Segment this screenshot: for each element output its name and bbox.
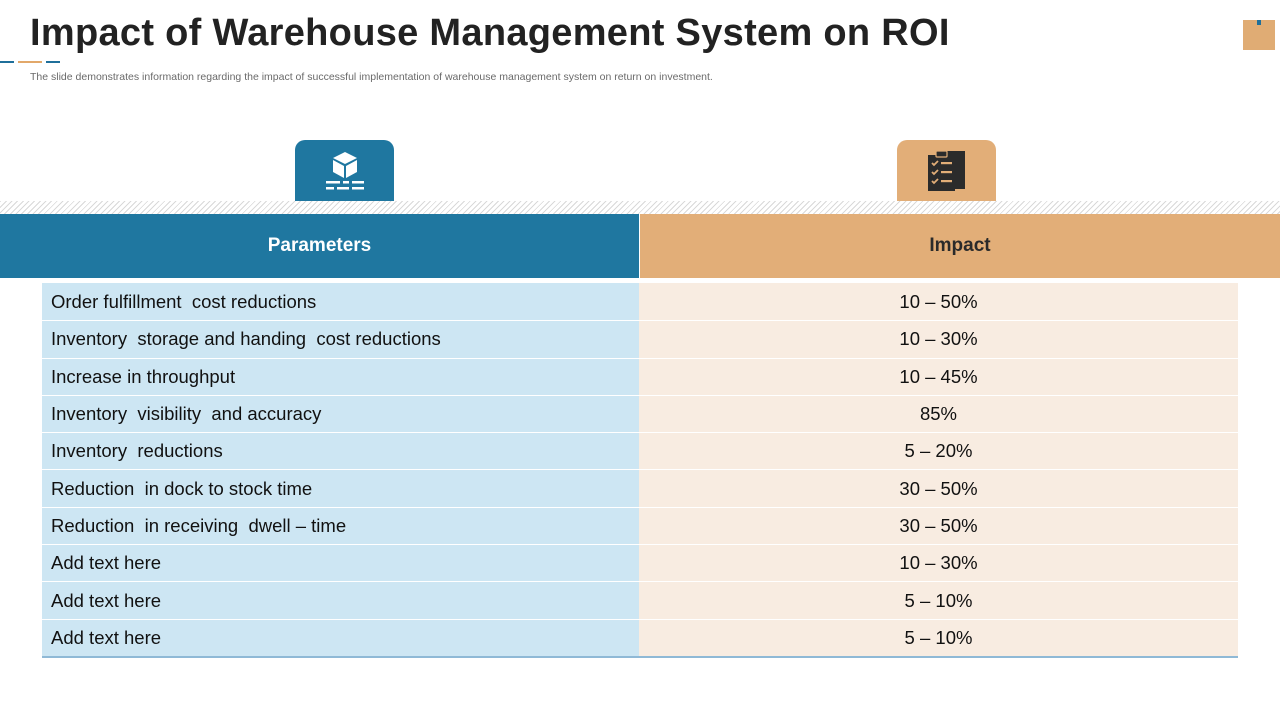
- impact-cell: 5 – 10%: [639, 581, 1238, 618]
- table-row: [42, 507, 1238, 544]
- parameter-cell: Order fulfillment cost reductions: [42, 283, 639, 320]
- table-header-impact: Impact: [640, 214, 1280, 278]
- title-accent-line: [0, 61, 60, 63]
- table-row: [42, 320, 1238, 357]
- table-body: [42, 283, 1238, 658]
- table-row: [42, 469, 1238, 506]
- table-row: [42, 544, 1238, 581]
- parameter-cell: Add text here: [42, 544, 639, 581]
- impact-cell: 10 – 45%: [639, 358, 1238, 395]
- parameter-cell: Add text here: [42, 619, 639, 656]
- table-row: [42, 432, 1238, 469]
- page-subtitle: The slide demonstrates information regarding the impact of successful implementation of warehouse management system on return on investment.: [30, 71, 713, 83]
- parameters-icon-tab: [295, 140, 394, 201]
- parameter-cell: Inventory visibility and accuracy: [42, 395, 639, 432]
- impact-cell: 30 – 50%: [639, 469, 1238, 506]
- impact-cell: 5 – 20%: [639, 432, 1238, 469]
- table-row: [42, 581, 1238, 618]
- impact-cell: 10 – 30%: [639, 544, 1238, 581]
- impact-icon-tab: [897, 140, 996, 201]
- package-icon: [323, 149, 367, 193]
- parameter-cell: Reduction in dock to stock time: [42, 469, 639, 506]
- table-row: [42, 395, 1238, 432]
- hatched-divider: [0, 201, 1280, 214]
- impact-cell: 5 – 10%: [639, 619, 1238, 656]
- clipboard-checklist-icon: [924, 148, 970, 194]
- parameter-cell: Add text here: [42, 581, 639, 618]
- table-row: [42, 619, 1238, 656]
- corner-decoration: [1243, 20, 1275, 50]
- table-row: [42, 283, 1238, 320]
- parameter-cell: Inventory storage and handing cost reductions: [42, 320, 639, 357]
- impact-cell: 10 – 30%: [639, 320, 1238, 357]
- parameter-cell: Increase in throughput: [42, 358, 639, 395]
- parameter-cell: Inventory reductions: [42, 432, 639, 469]
- impact-cell: 10 – 50%: [639, 283, 1238, 320]
- page-title: Impact of Warehouse Management System on ROI: [30, 12, 950, 54]
- parameter-cell: Reduction in receiving dwell – time: [42, 507, 639, 544]
- impact-cell: 30 – 50%: [639, 507, 1238, 544]
- table-header-parameters: Parameters: [0, 214, 639, 278]
- table-row: [42, 358, 1238, 395]
- impact-cell: 85%: [639, 395, 1238, 432]
